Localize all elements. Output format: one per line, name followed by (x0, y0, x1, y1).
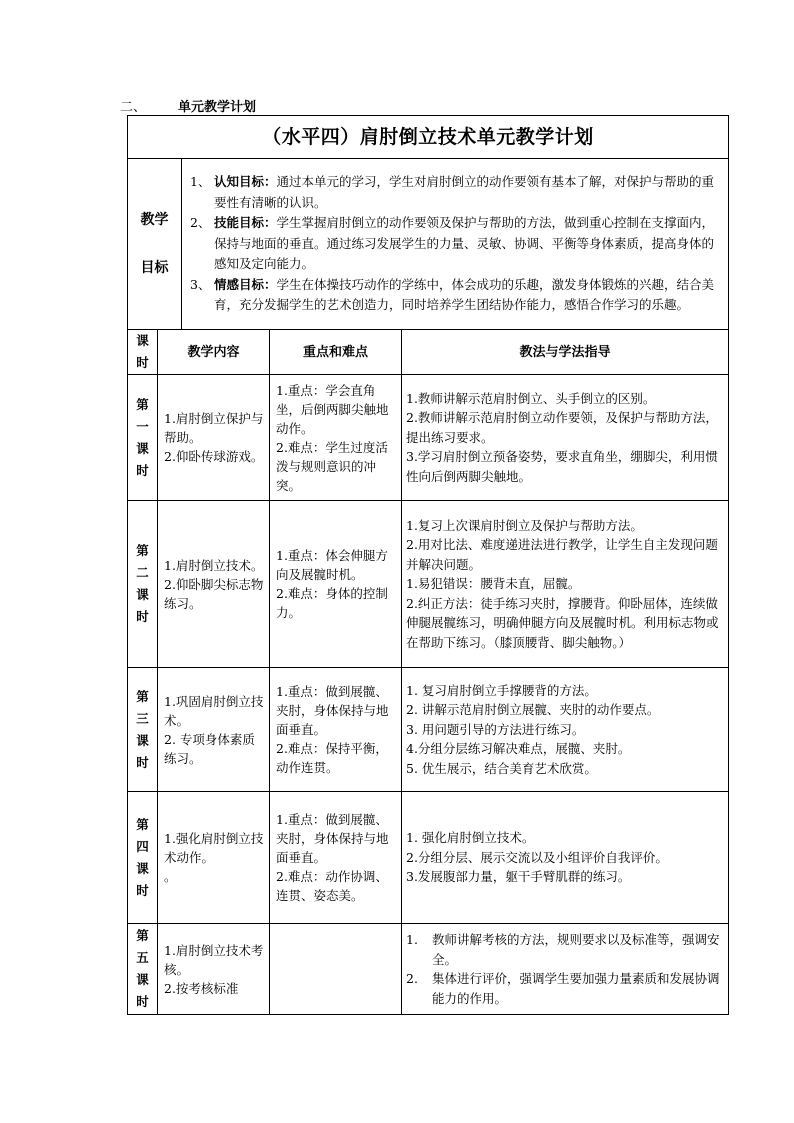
goal-text: 学生在体操技巧动作的学练中，体会成功的乐趣，激发身体锻炼的兴趣，结合美育，充分发掘学生的艺术创造力，同时培养学生团结协作能力，感悟合作学习的乐趣。 (214, 276, 715, 313)
lesson-content (158, 924, 270, 1015)
lesson-label-char: 第 (136, 816, 149, 832)
lesson-methods (402, 375, 729, 501)
lesson-row (128, 792, 729, 924)
content-line: 2.仰卧脚尖标志物练习。 (164, 576, 264, 611)
method-line: 5. 优生展示，结合美育艺术欣赏。 (406, 760, 597, 776)
goal-item (190, 213, 718, 275)
lesson-label-char: 时 (136, 462, 149, 478)
key-point-line: 1.重点：做到展髋、夹肘，身体保持与地面垂直。 (276, 684, 389, 737)
method-line: 1.教师讲解示范肩肘倒立、头手倒立的区别。 (406, 390, 656, 406)
lesson-row (128, 668, 729, 792)
content-line: 1.肩肘倒立技术。 (164, 557, 264, 573)
lesson-content (158, 792, 270, 924)
method-line: 1.易犯错误：腰背未直，屈髋。 (406, 576, 581, 592)
method-text: 集体进行评价，强调学生要加强力量素质和发展协调能力的作用。 (432, 971, 720, 1006)
lesson-label-char: 第 (136, 928, 149, 943)
goal-number: 3、 (190, 276, 211, 292)
lesson-label-char: 课 (136, 440, 149, 456)
header-methods: 教法与学法指导 (402, 330, 729, 375)
goal-heading: 认知目标： (214, 174, 277, 190)
lesson-label-char: 时 (136, 609, 149, 624)
lesson-label-char: 时 (136, 754, 149, 770)
goal-text: 学生掌握肩肘倒立的动作要领及保护与帮助的方法，做到重心控制在支撑面内，保持与地面的垂直。通过练习发展学生的力量、灵敏、协调、平衡等身体素质，提高身体的感知及定向能力。 (214, 215, 715, 272)
lesson-label-char: 课 (136, 732, 149, 748)
method-line: 1. 强化肩肘倒立技术。 (406, 830, 535, 846)
header-lesson (128, 330, 158, 375)
lesson-label-char: 时 (136, 994, 149, 1009)
method-line: 2.纠正方法：徒手练习夹肘，撑腰背。仰卧屈体，连续做伸腿展髋练习，明确伸腿方向及展髋时机。利用标志物或在帮助下练习。（膝顶腰背、脚尖触物。） (406, 595, 719, 650)
method-text: 教师讲解考核的方法，规则要求以及标准等，强调安全。 (432, 932, 720, 967)
unit-plan-table (127, 115, 729, 1015)
lesson-methods (402, 668, 729, 792)
key-point-line: 2.难点：身体的控制力。 (276, 586, 388, 620)
header-lesson-bottom: 时 (136, 355, 149, 370)
goal-number: 2、 (190, 215, 211, 231)
key-point-line: 1.重点：学会直角坐，后倒两脚尖触地动作。 (276, 382, 389, 436)
lesson-label-char: 五 (136, 950, 149, 965)
goal-text: 通过本单元的学习，学生对肩肘倒立的动作要领有基本了解，对保护与帮助的重要性有清晰的认识。 (214, 174, 715, 210)
lesson-methods (402, 501, 729, 668)
lesson-content (158, 501, 270, 668)
lesson-key-points (270, 375, 402, 501)
lesson-label-char: 课 (136, 972, 149, 987)
lesson-label-char: 三 (136, 710, 149, 726)
lesson-label-char: 课 (136, 860, 149, 876)
goal-item (190, 172, 718, 213)
method-line: 2.教师讲解示范肩肘倒立动作要领，及保护与帮助方法，提出练习要求。 (406, 410, 718, 445)
lesson-label-char: 二 (136, 565, 149, 580)
header-lesson-top: 课 (136, 333, 149, 348)
lesson-content (158, 375, 270, 501)
goal-heading: 情感目标： (214, 276, 277, 292)
lesson-methods (402, 924, 729, 1015)
header-content: 教学内容 (158, 330, 270, 375)
method-number: 1. (406, 932, 418, 947)
lesson-key-points (270, 668, 402, 792)
lesson-label-char: 第 (136, 396, 149, 412)
lesson-label-char: 时 (136, 882, 149, 898)
goal-heading: 技能目标： (214, 215, 277, 231)
content-line: 2.按考核标准 (164, 980, 239, 996)
lesson-key-points (270, 792, 402, 924)
method-line: 2.用对比法、难度递进法进行教学，让学生自主发现问题并解决问题。 (406, 537, 718, 572)
method-line: 1.复习上次课肩肘倒立及保护与帮助方法。 (406, 517, 643, 533)
key-point-line: 2.难点：学生过度活泼与规则意识的冲突。 (276, 439, 388, 493)
method-line: 1. 复习肩肘倒立手撑腰背的方法。 (406, 682, 597, 698)
content-line: 2.仰卧传球游戏。 (164, 449, 264, 464)
method-line: 2.分组分层、展示交流以及小组评价自我评价。 (406, 849, 668, 865)
lesson-key-points (270, 501, 402, 668)
header-key-points: 重点和难点 (270, 330, 402, 375)
lesson-label-char: 四 (136, 838, 149, 854)
method-line: 4.分组分层练习解决难点，展髋、夹肘。 (406, 741, 631, 757)
lesson-row (128, 501, 729, 668)
method-number: 2. (406, 971, 418, 986)
lesson-label-char: 第 (136, 543, 149, 558)
lesson-label (128, 924, 158, 1015)
lesson-row (128, 924, 729, 1015)
content-line: 1.强化肩肘倒立技术动作。 (164, 831, 264, 865)
method-line: 3. 用问题引导的方法进行练习。 (406, 721, 585, 737)
lesson-label (128, 501, 158, 668)
lesson-label-char: 一 (136, 418, 149, 434)
goals-label (128, 159, 182, 330)
method-line: 3.学习肩肘倒立预备姿势，要求直角坐，绷脚尖，利用惯性向后倒两脚尖触地。 (406, 449, 718, 484)
content-line: 1.巩固肩肘倒立技术。 (164, 693, 264, 728)
lesson-row (128, 375, 729, 501)
content-line: 2. 专项身体素质练习。 (164, 731, 255, 766)
lesson-label (128, 668, 158, 792)
goals-label-top: 教学 (140, 212, 169, 228)
goals-label-bottom: 目标 (140, 260, 169, 276)
key-point-line: 1.重点：体会伸腿方向及展髋时机。 (276, 548, 388, 582)
key-point-line: 2.难点：动作协调、连贯、姿态美。 (276, 869, 388, 903)
lesson-key-points-empty (270, 924, 402, 1015)
lesson-content (158, 668, 270, 792)
section-title: 单元教学计划 (178, 100, 257, 115)
lesson-label (128, 375, 158, 501)
goals-content (182, 159, 729, 330)
plan-title: （水平四）肩肘倒立技术单元教学计划 (128, 116, 729, 159)
method-line: 3.发展腹部力量，躯干手臂肌群的练习。 (406, 869, 631, 885)
lesson-label-char: 第 (136, 688, 149, 704)
section-number: 二、 (120, 100, 147, 115)
method-line: 2. 讲解示范肩肘倒立展髋、夹肘的动作要点。 (406, 702, 660, 718)
method-item (406, 930, 724, 969)
lesson-label (128, 792, 158, 924)
goal-item (190, 275, 718, 316)
lesson-methods (402, 792, 729, 924)
key-point-line: 1.重点：做到展髋、夹肘，身体保持与地面垂直。 (276, 812, 389, 865)
goal-number: 1、 (190, 174, 211, 190)
content-line: 1.肩肘倒立保护与帮助。 (164, 411, 264, 445)
key-point-line: 2.难点：保持平衡，动作连贯。 (276, 741, 388, 775)
lesson-label-char: 课 (136, 587, 149, 602)
content-line: 。 (164, 869, 177, 884)
section-heading (120, 96, 256, 115)
content-line: 1.肩肘倒立技术考核。 (164, 942, 264, 977)
method-item (406, 969, 724, 1008)
